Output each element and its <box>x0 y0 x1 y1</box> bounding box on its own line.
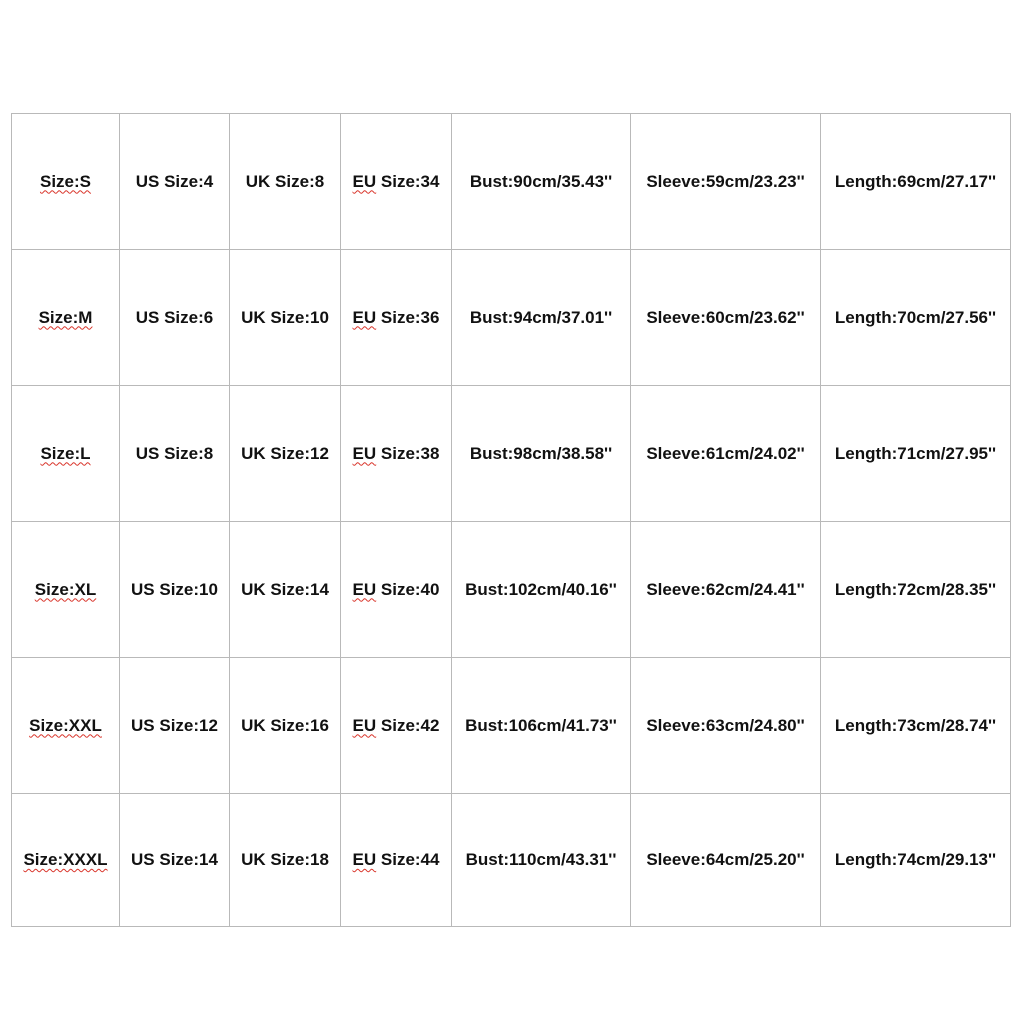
table-row <box>12 794 1011 927</box>
uk-size-cell: UK Size:14 <box>230 522 341 658</box>
eu-size-cell <box>341 794 452 927</box>
size-cell <box>12 658 120 794</box>
size-chart-body <box>12 114 1011 927</box>
uk-size-cell: UK Size:12 <box>230 386 341 522</box>
eu-label: EU <box>352 579 377 599</box>
eu-size-cell <box>341 522 452 658</box>
length-cell: Length:71cm/27.95'' <box>821 386 1011 522</box>
bust-cell: Bust:110cm/43.31'' <box>452 794 631 927</box>
bust-cell: Bust:94cm/37.01'' <box>452 250 631 386</box>
eu-size-value: Size:42 <box>376 715 440 735</box>
bust-cell: Bust:102cm/40.16'' <box>452 522 631 658</box>
sleeve-cell: Sleeve:62cm/24.41'' <box>631 522 821 658</box>
size-label: Size:XXL <box>29 715 102 735</box>
size-label: Size:L <box>40 443 91 463</box>
sleeve-cell: Sleeve:63cm/24.80'' <box>631 658 821 794</box>
size-cell <box>12 250 120 386</box>
sleeve-cell: Sleeve:59cm/23.23'' <box>631 114 821 250</box>
table-row <box>12 658 1011 794</box>
size-label: Size:S <box>39 171 92 191</box>
eu-label: EU <box>352 850 377 869</box>
table-row <box>12 250 1011 386</box>
size-label: Size:XXXL <box>23 850 108 869</box>
uk-size-cell: UK Size:10 <box>230 250 341 386</box>
uk-size-cell: UK Size:8 <box>230 114 341 250</box>
us-size-cell: US Size:4 <box>120 114 230 250</box>
eu-size-value: Size:44 <box>376 850 440 869</box>
sleeve-cell: Sleeve:60cm/23.62'' <box>631 250 821 386</box>
us-size-cell: US Size:12 <box>120 658 230 794</box>
length-cell: Length:70cm/27.56'' <box>821 250 1011 386</box>
size-cell <box>12 522 120 658</box>
table-row <box>12 114 1011 250</box>
size-chart-table <box>11 113 1011 927</box>
eu-size-cell <box>341 386 452 522</box>
us-size-cell: US Size:6 <box>120 250 230 386</box>
bust-cell: Bust:98cm/38.58'' <box>452 386 631 522</box>
sleeve-cell: Sleeve:64cm/25.20'' <box>631 794 821 927</box>
eu-size-value: Size:38 <box>376 443 440 463</box>
eu-size-cell <box>341 658 452 794</box>
size-cell <box>12 794 120 927</box>
table-row <box>12 522 1011 658</box>
us-size-cell: US Size:14 <box>120 794 230 927</box>
size-label: Size:XL <box>34 579 97 599</box>
length-cell: Length:72cm/28.35'' <box>821 522 1011 658</box>
size-label: Size:M <box>38 307 93 327</box>
eu-size-value: Size:34 <box>376 171 440 191</box>
eu-size-value: Size:40 <box>376 579 440 599</box>
eu-size-cell <box>341 114 452 250</box>
length-cell: Length:73cm/28.74'' <box>821 658 1011 794</box>
us-size-cell: US Size:10 <box>120 522 230 658</box>
eu-label: EU <box>352 171 377 191</box>
uk-size-cell: UK Size:16 <box>230 658 341 794</box>
eu-label: EU <box>352 307 377 327</box>
length-cell: Length:74cm/29.13'' <box>821 794 1011 927</box>
us-size-cell: US Size:8 <box>120 386 230 522</box>
eu-size-cell <box>341 250 452 386</box>
sleeve-cell: Sleeve:61cm/24.02'' <box>631 386 821 522</box>
size-cell <box>12 386 120 522</box>
eu-label: EU <box>352 715 377 735</box>
size-cell <box>12 114 120 250</box>
uk-size-cell: UK Size:18 <box>230 794 341 927</box>
eu-size-value: Size:36 <box>376 307 440 327</box>
eu-label: EU <box>352 443 377 463</box>
bust-cell: Bust:106cm/41.73'' <box>452 658 631 794</box>
table-row <box>12 386 1011 522</box>
bust-cell: Bust:90cm/35.43'' <box>452 114 631 250</box>
length-cell: Length:69cm/27.17'' <box>821 114 1011 250</box>
